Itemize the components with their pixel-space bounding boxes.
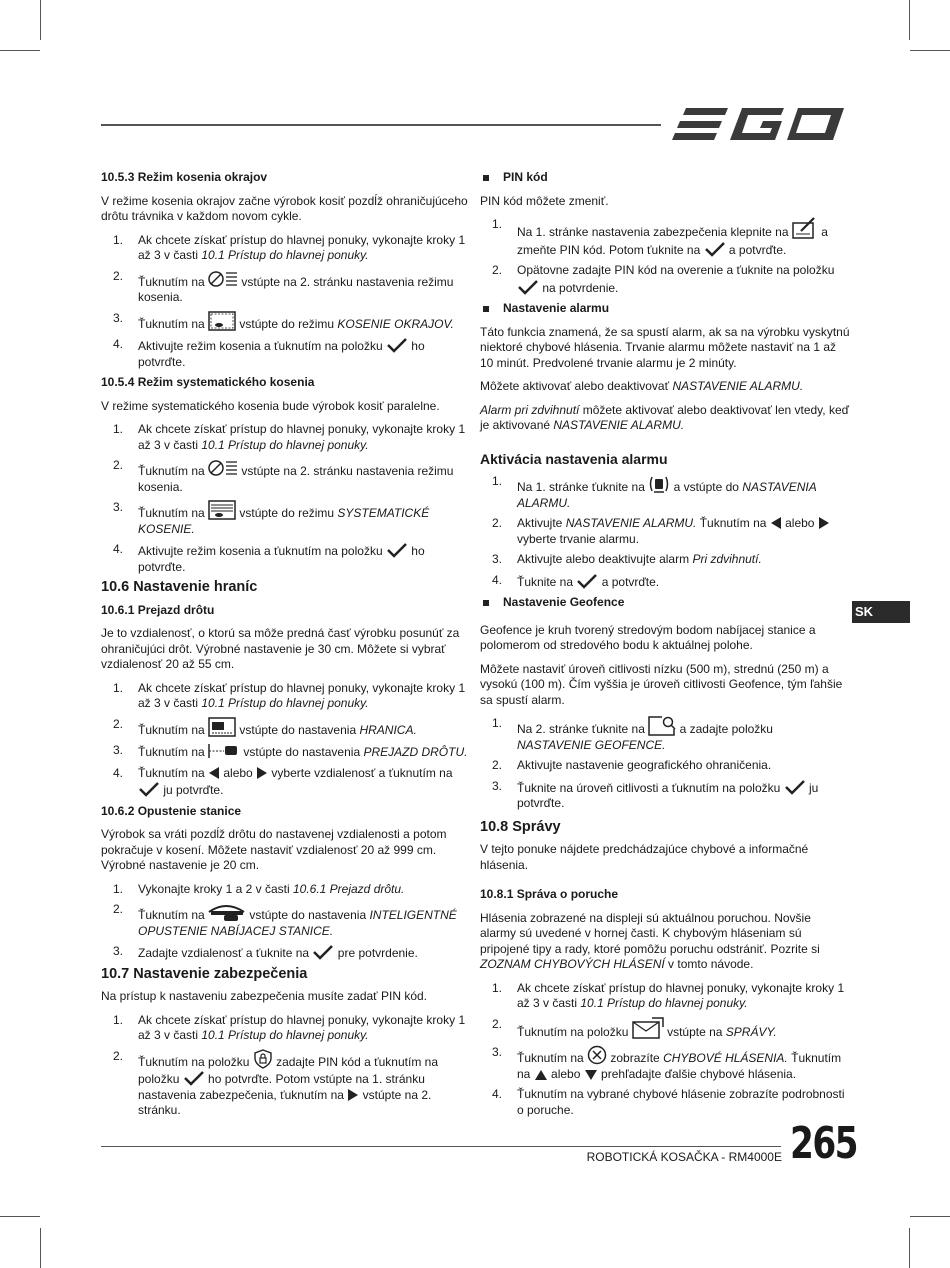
list-item: 2. Aktivujte nastavenie geografického ohraničenia.	[492, 758, 772, 772]
list-item: 1. Na 1. stránke nastavenia zabezpečenia klepnite na a zmeňte PIN kód. Potom ťuknite na a potvrďte.	[492, 217, 828, 257]
list-item: 3. Ťuknutím na zobrazíte CHYBOVÉ HLÁSENIA. Ťuknutím na alebo prehľadajte ďalšie chybové hlásenia.	[492, 1045, 842, 1081]
ego-logo	[672, 104, 844, 144]
list-item: 4. Ťuknutím na alebo vyberte vzdialenosť a ťuknutím na ju potvrďte.	[113, 765, 453, 797]
boundary-icon	[208, 717, 236, 737]
list-item: 4. Ťuknite na a potvrďte.	[492, 572, 660, 589]
section-heading: 10.5.4 Režim systematického kosenia	[101, 375, 315, 389]
footer-rule	[101, 1146, 781, 1147]
check-icon	[138, 781, 160, 797]
section-heading: 10.8.1 Správa o poruche	[480, 887, 619, 901]
arrow-right-icon	[347, 1088, 359, 1102]
check-icon	[386, 542, 408, 558]
crop-mark	[0, 1216, 40, 1217]
alarm-icon	[648, 474, 670, 494]
section-heading: 10.6 Nastavenie hraníc	[101, 579, 258, 595]
check-icon	[576, 573, 598, 589]
leave-station-icon	[208, 902, 246, 922]
paragraph: Môžete aktivovať alebo deaktivovať NASTAVENIE ALARMU.	[480, 379, 804, 393]
paragraph: V tejto ponuke nájdete predchádzajúce chybové a informačné hlásenia.	[480, 842, 809, 872]
section-heading: 10.7 Nastavenie zabezpečenia	[101, 965, 308, 982]
list-item: 3. Ťuknutím na vstúpte do režimu SYSTEMATICKÉ KOSENIE.	[113, 500, 430, 536]
list-item: 1. Ak chcete získať prístup do hlavnej ponuky, vykonajte kroky 1 až 3 v časti 10.1 Prístup do hlavnej ponuky.	[492, 980, 845, 1010]
language-tab: SK	[852, 601, 910, 623]
check-icon	[312, 944, 334, 960]
list-item: 1. Vykonajte kroky 1 a 2 v časti 10.6.1 Prejazd drôtu.	[113, 881, 405, 896]
list-item: 1. Na 2. stránke ťuknite na a zadajte položku NASTAVENIE GEOFENCE.	[492, 716, 773, 752]
paragraph: Alarm pri zdvihnutí môžete aktivovať alebo deaktivovať len vtedy, keď je aktivované NASTAVENIE ALARMU.	[480, 402, 850, 432]
paragraph: Je to vzdialenosť, o ktorú sa môže predná časť výrobku posunúť za ohraničujúci drôt. Výrobné nastavenie je 30 cm. Môžete si vybrať vzdialenosť 20 až 55 cm.	[101, 626, 460, 671]
list-item: 2. Aktivujte NASTAVENIE ALARMU. Ťuknutím na alebo vyberte trvanie alarmu.	[480, 516, 850, 547]
list-item: 4. Aktivujte režim kosenia a ťuknutím na položku ho potvrďte.	[113, 337, 425, 369]
left-column	[101, 170, 469, 1124]
crop-mark	[909, 1228, 910, 1268]
edit-icon	[792, 217, 818, 239]
error-icon	[587, 1045, 607, 1065]
messages-icon	[632, 1017, 664, 1039]
list-item: 2. Ťuknutím na vstúpte do nastavenia INTELIGENTNÉ OPUSTENIE NABÍJACEJ STANICE.	[113, 902, 457, 938]
crop-mark	[910, 1216, 950, 1217]
wire-overrun-icon	[208, 743, 240, 759]
bullet-heading: Nastavenie Geofence	[480, 595, 850, 611]
arrow-down-icon	[584, 1069, 598, 1081]
edge-mowing-icon	[208, 311, 236, 331]
section-heading: 10.5.3 Režim kosenia okrajov	[101, 170, 268, 184]
check-icon	[386, 337, 408, 353]
arrow-right-icon	[256, 766, 268, 780]
paragraph: Výrobok sa vráti pozdĺž drôtu do nastavenej vzdialenosti a potom pokračuje v kosení. Môžete nastaviť vzdialenosť 20 až 999 cm. Výrobné nastavenie je 20 cm.	[101, 827, 447, 872]
list-item: 2. Ťuknutím na položku vstúpte na SPRÁVY.	[492, 1016, 777, 1039]
list-item: 4. Ťuknutím na vybrané chybové hlásenie zobrazíte podrobnosti o poruche.	[492, 1087, 845, 1117]
mowing-mode-icon	[208, 458, 238, 478]
paragraph: Táto funkcia znamená, že sa spustí alarm, ak sa na výrobku vyskytnú niektoré chybové hlásenia. Trvanie alarmu môžete nastaviť na 1 až 10 minút. Predvolené trvanie alarmu je 2 minúty.	[480, 324, 850, 370]
arrow-left-icon	[208, 766, 220, 780]
list-item: 3. Ťuknutím na vstúpte do režimu KOSENIE OKRAJOV.	[113, 310, 454, 331]
list-item: 2. Ťuknutím na vstúpte do nastavenia HRANICA.	[113, 716, 417, 737]
crop-mark	[0, 50, 40, 51]
check-icon	[784, 779, 806, 795]
list-item: 2. Ťuknutím na vstúpte na 2. stránku nastavenia režimu kosenia.	[113, 458, 454, 494]
crop-mark	[40, 0, 41, 40]
paragraph: V režime systematického kosenia bude výrobok kosiť paralelne.	[101, 398, 440, 413]
check-icon	[183, 1070, 205, 1086]
section-heading: Aktivácia nastavenia alarmu	[480, 450, 668, 467]
list-item: 2. Ťuknutím na položku zadajte PIN kód a ťuknutím na položku ho potvrďte. Potom vstúpte na 1. stránku nastavenia zabezpečenia, ťuknutím na vstúpte na 2. stránku.	[113, 1048, 438, 1117]
mowing-mode-icon	[208, 269, 238, 289]
right-column	[480, 170, 850, 1123]
list-item: 1. Ak chcete získať prístup do hlavnej ponuky, vykonajte kroky 1 až 3 v časti 10.1 Prístup do hlavnej ponuky.	[113, 1012, 466, 1042]
section-heading: 10.8 Správy	[480, 818, 561, 835]
arrow-right-icon	[818, 516, 830, 530]
paragraph: PIN kód môžete zmeniť.	[480, 193, 609, 208]
crop-mark	[910, 50, 950, 51]
list-item: 4. Aktivujte režim kosenia a ťuknutím na položku ho potvrďte.	[113, 542, 425, 574]
list-item: 3. Zadajte vzdialenosť a ťuknite na pre potvrdenie.	[113, 944, 418, 960]
footer-title: ROBOTICKÁ KOSAČKA - RM4000E	[586, 1150, 782, 1164]
systematic-mowing-icon	[208, 500, 236, 520]
bullet-heading: PIN kód	[480, 170, 850, 186]
list-item: 1. Na 1. stránke ťuknite na a vstúpte do NASTAVENIA ALARMU.	[492, 474, 817, 510]
arrow-up-icon	[534, 1069, 548, 1081]
list-item: 3. Ťuknite na úroveň citlivosti a ťuknutím na položku ju potvrďte.	[492, 778, 819, 810]
paragraph: Hlásenia zobrazené na displeji sú aktuálnou poruchou. Novšie alarmy sú uvedené v hornej časti. K chybovým hláseniam sú pripojené tipy a rady, ktoré pomôžu poruchu odstrániť. Pozrite si ZOZNAM CHYBOVÝCH HLÁSENÍ v tomto návode.	[480, 910, 820, 971]
section-heading: 10.6.2 Opustenie stanice	[101, 803, 242, 818]
crop-mark	[909, 0, 910, 40]
geofence-icon	[648, 716, 676, 736]
paragraph: Môžete nastaviť úroveň citlivosti nízku (500 m), strednú (250 m) a vysokú (100 m). Čím vyššia je úroveň citlivosti Geofence, tým ľahšie sa spustí alarm.	[480, 661, 843, 707]
list-item: 1. Ak chcete získať prístup do hlavnej ponuky, vykonajte kroky 1 až 3 v časti 10.1 Prístup do hlavnej ponuky.	[113, 680, 466, 710]
security-shield-icon	[253, 1049, 273, 1069]
list-item: 3. Ťuknutím na vstúpte do nastavenia PREJAZD DRÔTU.	[113, 743, 468, 759]
check-icon	[517, 279, 539, 295]
list-item: 1. Ak chcete získať prístup do hlavnej ponuky, vykonajte kroky 1 až 3 v časti 10.1 Prístup do hlavnej ponuky.	[113, 422, 466, 452]
paragraph: V režime kosenia okrajov začne výrobok kosiť pozdĺž ohraničujúceho drôtu trávnika v každom novom cykle.	[101, 193, 468, 223]
section-heading: 10.6.1 Prejazd drôtu	[101, 602, 215, 617]
bullet-heading: Nastavenie alarmu	[480, 301, 850, 317]
crop-mark	[40, 1228, 41, 1268]
list-item: 2. Ťuknutím na vstúpte na 2. stránku nastavenia režimu kosenia.	[113, 268, 454, 304]
paragraph: Na prístup k nastaveniu zabezpečenia musíte zadať PIN kód.	[101, 989, 428, 1003]
header-rule	[101, 124, 661, 126]
check-icon	[704, 241, 726, 257]
page-number: 265	[790, 1118, 857, 1169]
arrow-left-icon	[770, 516, 782, 530]
list-item: 2. Opätovne zadajte PIN kód na overenie a ťuknite na položku na potvrdenie.	[492, 263, 835, 295]
list-item: 1. Ak chcete získať prístup do hlavnej ponuky, vykonajte kroky 1 až 3 v časti 10.1 Prístup do hlavnej ponuky.	[113, 232, 466, 262]
list-item: 3. Aktivujte alebo deaktivujte alarm Pri zdvihnutí.	[492, 552, 762, 566]
paragraph: Geofence je kruh tvorený stredovým bodom nabíjacej stanice a polomerom od stredového bodu k aktuálnej polohe.	[480, 622, 816, 652]
